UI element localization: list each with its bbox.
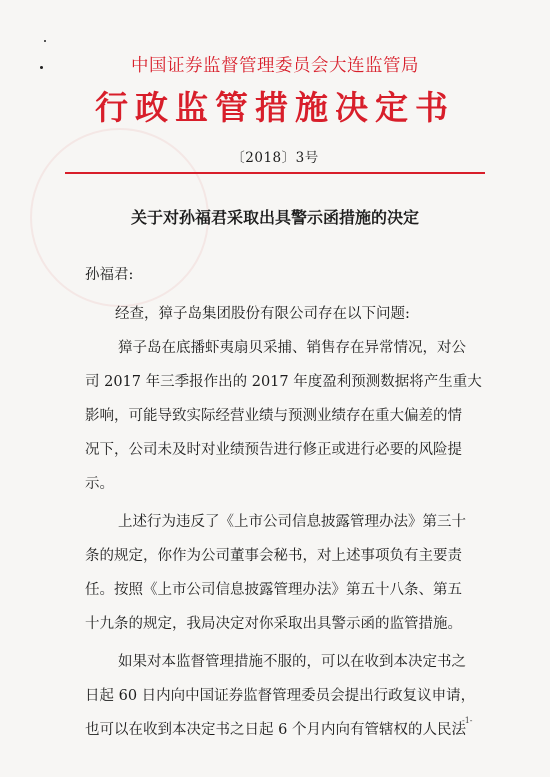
document-number: 〔2018〕3号 [231,150,319,166]
body-line: 上述行为违反了《上市公司信息披露管理办法》第三十 [118,514,466,530]
body-line: 任。按照《上市公司信息披露管理办法》第五十八条、第五 [85,582,462,598]
body-line: 示。 [85,476,114,492]
scan-speck [44,40,46,42]
salutation: 孙福君: [85,267,134,283]
body-line: 日起 60 日内向中国证券监督管理委员会提出行政复议申请， [85,688,476,704]
body-line: 条的规定，你作为公司董事会秘书，对上述事项负有主要责 [85,548,462,564]
body-line: 也可以在收到本决定书之日起 6 个月内向有管辖权的人民法 [85,722,466,738]
body-line: 影响，可能导致实际经营业绩与预测业绩存在重大偏差的情 [85,408,462,424]
body-line: 况下，公司未及时对业绩预告进行修正或进行必要的风险提 [85,442,462,458]
issuer-name: 中国证券监督管理委员会大连监管局 [131,56,419,76]
document-subject: 关于对孙福君采取出具警示函措施的决定 [130,208,419,227]
body-line: 经查，獐子岛集团股份有限公司存在以下问题: [115,306,410,322]
red-header-rule [65,172,485,174]
body-line: 十九条的规定，我局决定对你采取出具警示函的监管措施。 [85,616,462,632]
body-line: 司 2017 年三季报作出的 2017 年度盈利预测数据将产生重大 [85,374,482,390]
page-number: -1- [462,716,473,725]
body-line: 如果对本监督管理措施不服的，可以在收到本决定书之 [118,654,466,670]
body-line: 獐子岛在底播虾夷扇贝采捕、销售存在异常情况，对公 [118,340,466,356]
document-type-title: 行政监管措施决定书 [95,88,455,127]
